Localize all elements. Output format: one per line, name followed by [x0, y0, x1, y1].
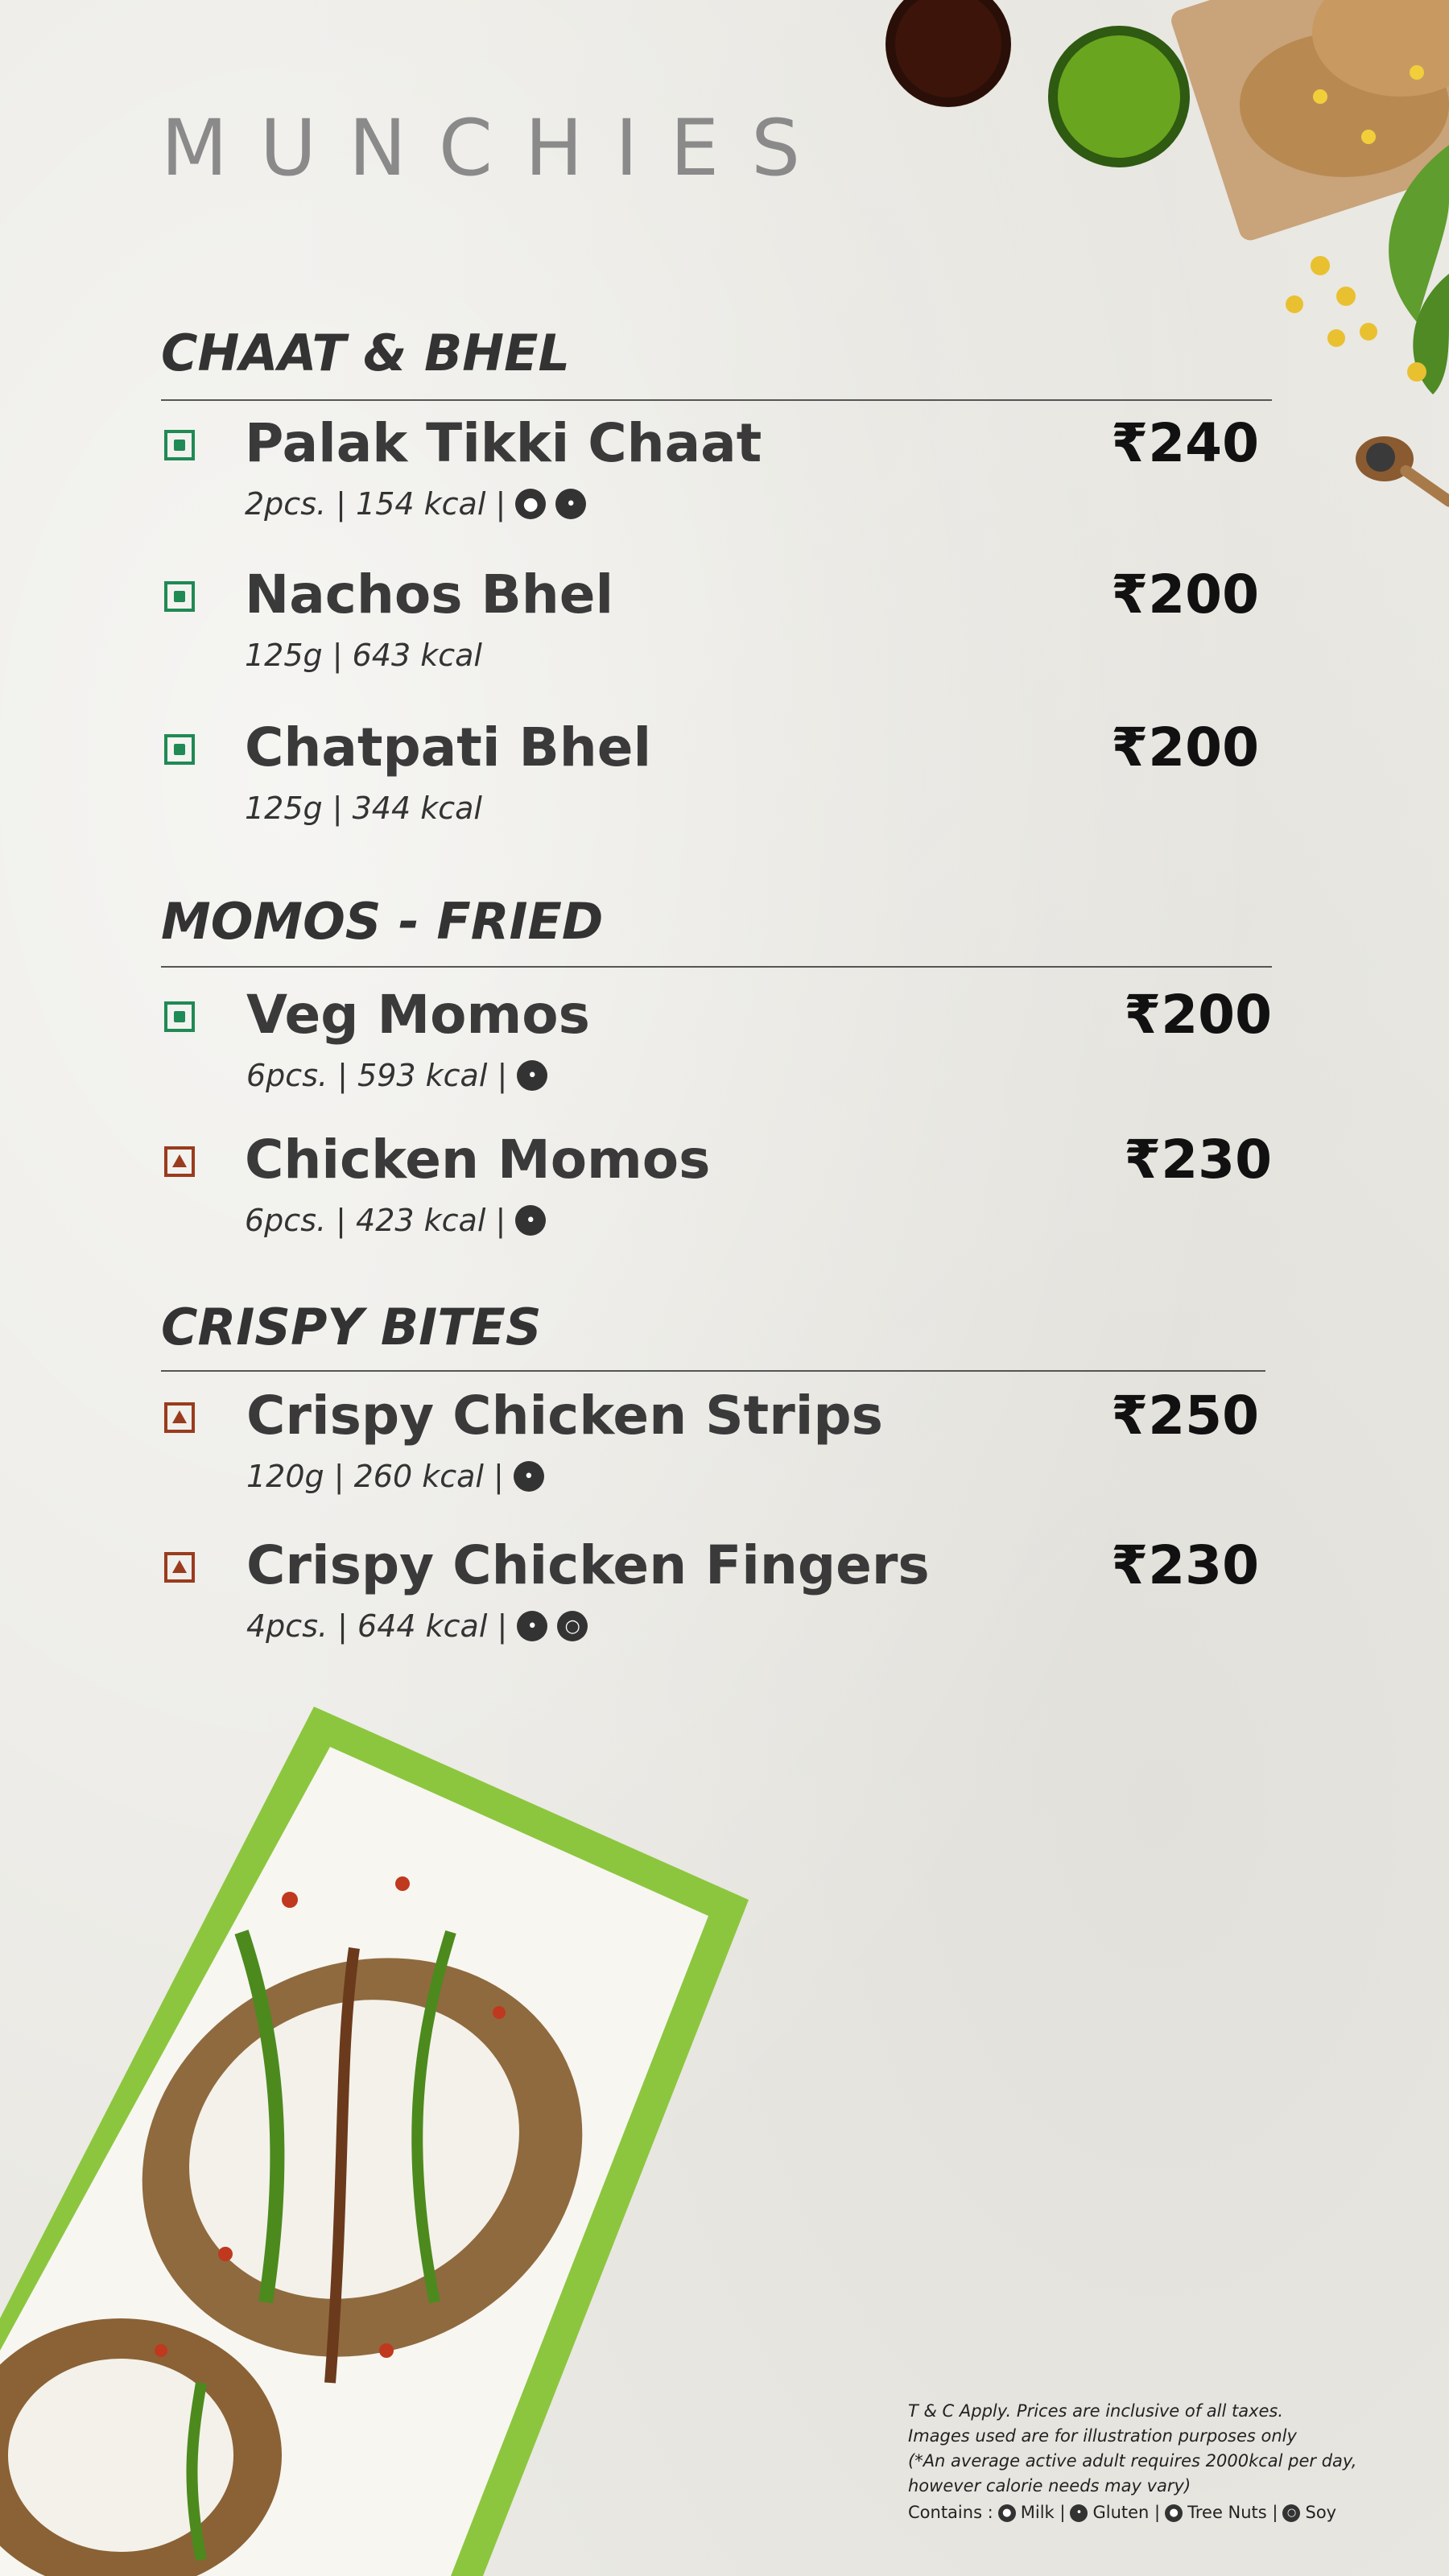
item-meta [245, 638, 482, 673]
item-name: Nachos Bhel [245, 564, 614, 625]
legend-gluten: Gluten | [1092, 2503, 1161, 2522]
veg-indicator-icon [164, 1001, 195, 1032]
gluten-icon: • [555, 489, 586, 519]
veg-indicator-icon [164, 581, 195, 612]
gluten-icon: • [514, 1461, 544, 1492]
milk-icon: ● [515, 489, 546, 519]
item-price: ₹230 [1111, 1534, 1259, 1596]
section-title-crispy-bites: CRISPY BITES [161, 1298, 542, 1356]
item-name: Chicken Momos [245, 1129, 711, 1191]
item-meta [246, 1459, 544, 1494]
item-meta [246, 1058, 547, 1093]
item-name: Palak Tikki Chaat [245, 412, 762, 474]
legend-milk: Milk | [1020, 2503, 1066, 2522]
item-meta-text: 125g | 643 kcal [245, 638, 482, 673]
item-meta [245, 486, 586, 522]
footer-terms: T & C Apply. Prices are inclusive of all taxes. [908, 2401, 1284, 2421]
veg-indicator-icon [164, 734, 195, 765]
item-meta-text: 6pcs. | 423 kcal | [245, 1203, 506, 1238]
item-price: ₹200 [1111, 716, 1259, 778]
footer-image-disclaimer: Images used are for illustration purposes only [908, 2426, 1297, 2446]
legend-soy: Soy [1305, 2503, 1337, 2522]
palak-tikki-chaat-image [0, 1690, 757, 2576]
gluten-icon: • [517, 1060, 547, 1091]
item-price: ₹240 [1111, 412, 1259, 474]
item-price: ₹230 [1124, 1129, 1272, 1191]
non-veg-indicator-icon [164, 1552, 195, 1583]
item-price: ₹250 [1111, 1385, 1259, 1447]
item-meta [245, 791, 482, 826]
item-meta-text: 4pcs. | 644 kcal | [246, 1608, 508, 1644]
tree-nuts-icon: ● [1165, 2504, 1183, 2522]
brand-title: MUNCHIES [161, 103, 833, 193]
item-meta-text: 6pcs. | 593 kcal | [246, 1058, 508, 1093]
section-divider [161, 1370, 1265, 1372]
allergen-legend [908, 2500, 1407, 2525]
food-garnish-top-image [853, 0, 1449, 564]
legend-tree-nuts: Tree Nuts | [1187, 2503, 1278, 2522]
gluten-icon: • [515, 1205, 546, 1236]
item-meta [246, 1608, 588, 1644]
milk-icon: ● [998, 2504, 1016, 2522]
veg-indicator-icon [164, 430, 195, 460]
item-meta-text: 125g | 344 kcal [245, 791, 482, 826]
contains-label: Contains : [908, 2503, 993, 2522]
footer-calorie-note-2: however calorie needs may vary) [908, 2476, 1191, 2496]
non-veg-indicator-icon [164, 1146, 195, 1177]
item-name: Crispy Chicken Strips [246, 1385, 883, 1447]
soy-icon: ○ [557, 1611, 588, 1641]
section-divider [161, 399, 1272, 401]
section-title-momos-fried: MOMOS - FRIED [161, 892, 604, 951]
item-name: Crispy Chicken Fingers [246, 1534, 930, 1596]
item-name: Veg Momos [246, 984, 590, 1046]
item-meta [245, 1203, 546, 1238]
section-divider [161, 966, 1272, 968]
item-price: ₹200 [1111, 564, 1259, 625]
footer-calorie-note: (*An average active adult requires 2000kcal per day, [908, 2451, 1357, 2471]
gluten-icon: • [517, 1611, 547, 1641]
item-meta-text: 120g | 260 kcal | [246, 1459, 504, 1494]
item-meta-text: 2pcs. | 154 kcal | [245, 486, 506, 522]
footer-notes [908, 2399, 1407, 2525]
item-name: Chatpati Bhel [245, 716, 652, 778]
non-veg-indicator-icon [164, 1402, 195, 1433]
item-price: ₹200 [1124, 984, 1272, 1046]
soy-icon: ○ [1282, 2504, 1300, 2522]
gluten-icon: • [1070, 2504, 1088, 2522]
section-title-chaat-bhel: CHAAT & BHEL [161, 324, 570, 382]
